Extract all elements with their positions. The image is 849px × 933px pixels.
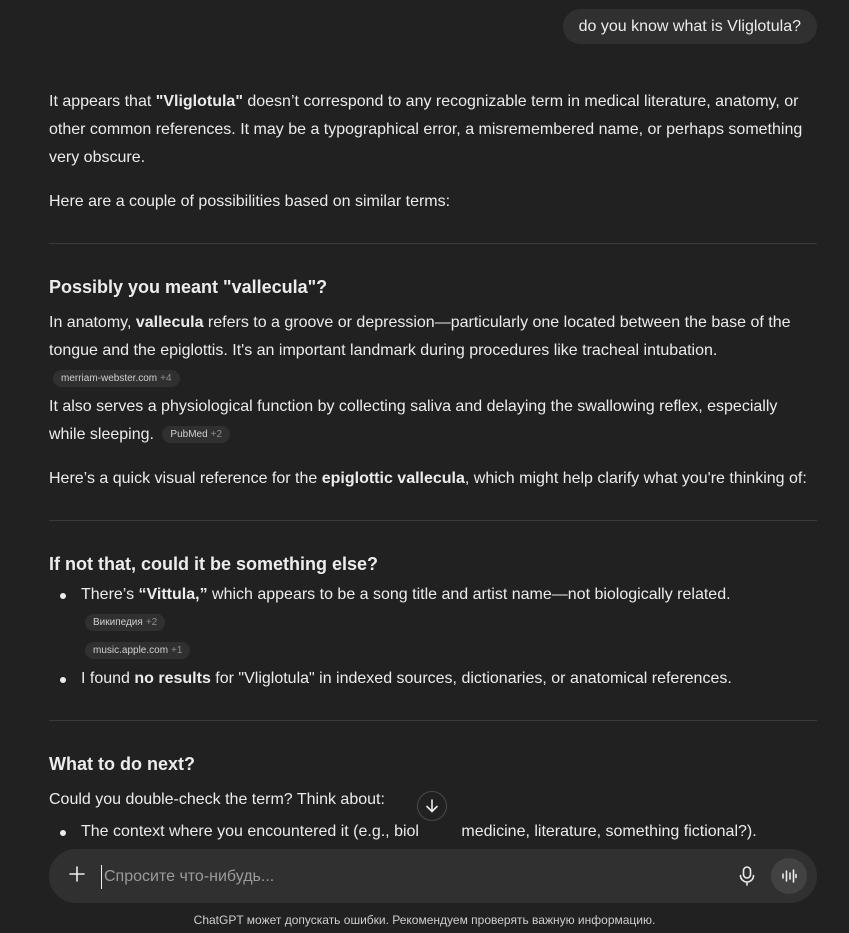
source-name: merriam-webster.com (61, 373, 158, 384)
s1p1-bold: vallecula (135, 314, 204, 331)
s2li2-text-1: I found (81, 670, 135, 687)
source-more-count: +2 (210, 429, 223, 440)
intro-text-2: doesn’t correspond to any recognizable term in medical literature, anatomy, or other common references. It may be a typographical error, a misremembered name, or perhaps something very obscure. (49, 93, 803, 166)
s2li1-text-2: which appears to be a song title and artist name—not biologically related. (207, 586, 731, 603)
divider (49, 520, 817, 521)
section1-paragraph-2 (49, 393, 817, 449)
section3-heading: What to do next? (49, 754, 195, 774)
message-composer (49, 849, 817, 903)
source-pill-merriam-webster[interactable] (53, 370, 180, 387)
voice-mode-button[interactable] (771, 858, 807, 894)
microphone-icon[interactable] (737, 865, 757, 887)
s1p1-text-1: In anatomy, (49, 314, 136, 331)
scroll-to-bottom-button[interactable] (417, 791, 447, 821)
source-pill-pubmed[interactable] (162, 426, 230, 443)
assistant-answer (49, 88, 817, 874)
possibilities-text: Here are a couple of possibilities based on similar terms: (49, 193, 451, 210)
source-more-count: +2 (145, 617, 158, 628)
s2li1-text-1: There’s (81, 586, 139, 603)
section2-list (49, 581, 817, 693)
source-name: PubMed (170, 429, 208, 440)
section2-heading: If not that, could it be something else? (49, 554, 379, 574)
user-message-bubble (563, 9, 817, 44)
source-more-count: +1 (171, 645, 183, 656)
plus-icon[interactable] (67, 864, 87, 884)
s1p3-text-1: Here’s a quick visual reference for the (49, 470, 322, 487)
list-item (81, 581, 817, 665)
section1-paragraph-1 (49, 309, 817, 393)
s1p1-text-2: refers to a groove or depression—particularly one located between the base of the tongue and the epiglottis. It's an important landmark during procedures like tracheal intubation. (49, 314, 791, 359)
divider (49, 243, 817, 244)
list-item (81, 665, 817, 693)
answer-intro (49, 88, 817, 172)
section3-intro: Could you double-check the term? Think about: (49, 791, 385, 808)
s1p3-text-2: , which might help clarify what you're thinking of: (464, 470, 807, 487)
source-more-count: +4 (160, 373, 172, 384)
divider (49, 720, 817, 721)
user-message-text: do you know what is Vliglotula? (578, 18, 801, 35)
s2li1-bold: “Vittula,” (138, 586, 208, 603)
s3li1-text-1: The context where you encountered it (e.g., biol (81, 823, 419, 840)
intro-text-1: It appears that (49, 93, 156, 110)
disclaimer-text: ChatGPT может допускать ошибки. Рекомендуем проверять важную информацию. (193, 913, 656, 927)
source-pill-wikipedia[interactable] (85, 614, 165, 631)
source-name: music.apple.com (93, 645, 169, 656)
s3li1-text-2: medicine, literature, something fictional?). (456, 823, 757, 840)
voice-mode-icon (780, 867, 798, 885)
s2li2-text-2: for "Vliglotula" in indexed sources, dictionaries, or anatomical references. (210, 670, 732, 687)
source-name: Википедия (93, 617, 143, 628)
message-input[interactable] (101, 865, 706, 889)
s2li2-bold: no results (134, 670, 211, 687)
list-item (81, 818, 817, 846)
section1-paragraph-3 (49, 465, 817, 493)
s1p3-bold: epiglottic vallecula (321, 470, 465, 487)
arrow-down-icon (424, 798, 440, 814)
intro-bold-term: "Vliglotula" (155, 93, 243, 110)
s1p2-text: It also serves a physiological function by collecting saliva and delaying the swallowing reflex, especially while sleeping. (49, 398, 778, 443)
section1-heading: Possibly you meant "vallecula"? (49, 277, 328, 297)
source-pill-apple-music[interactable] (85, 642, 190, 659)
